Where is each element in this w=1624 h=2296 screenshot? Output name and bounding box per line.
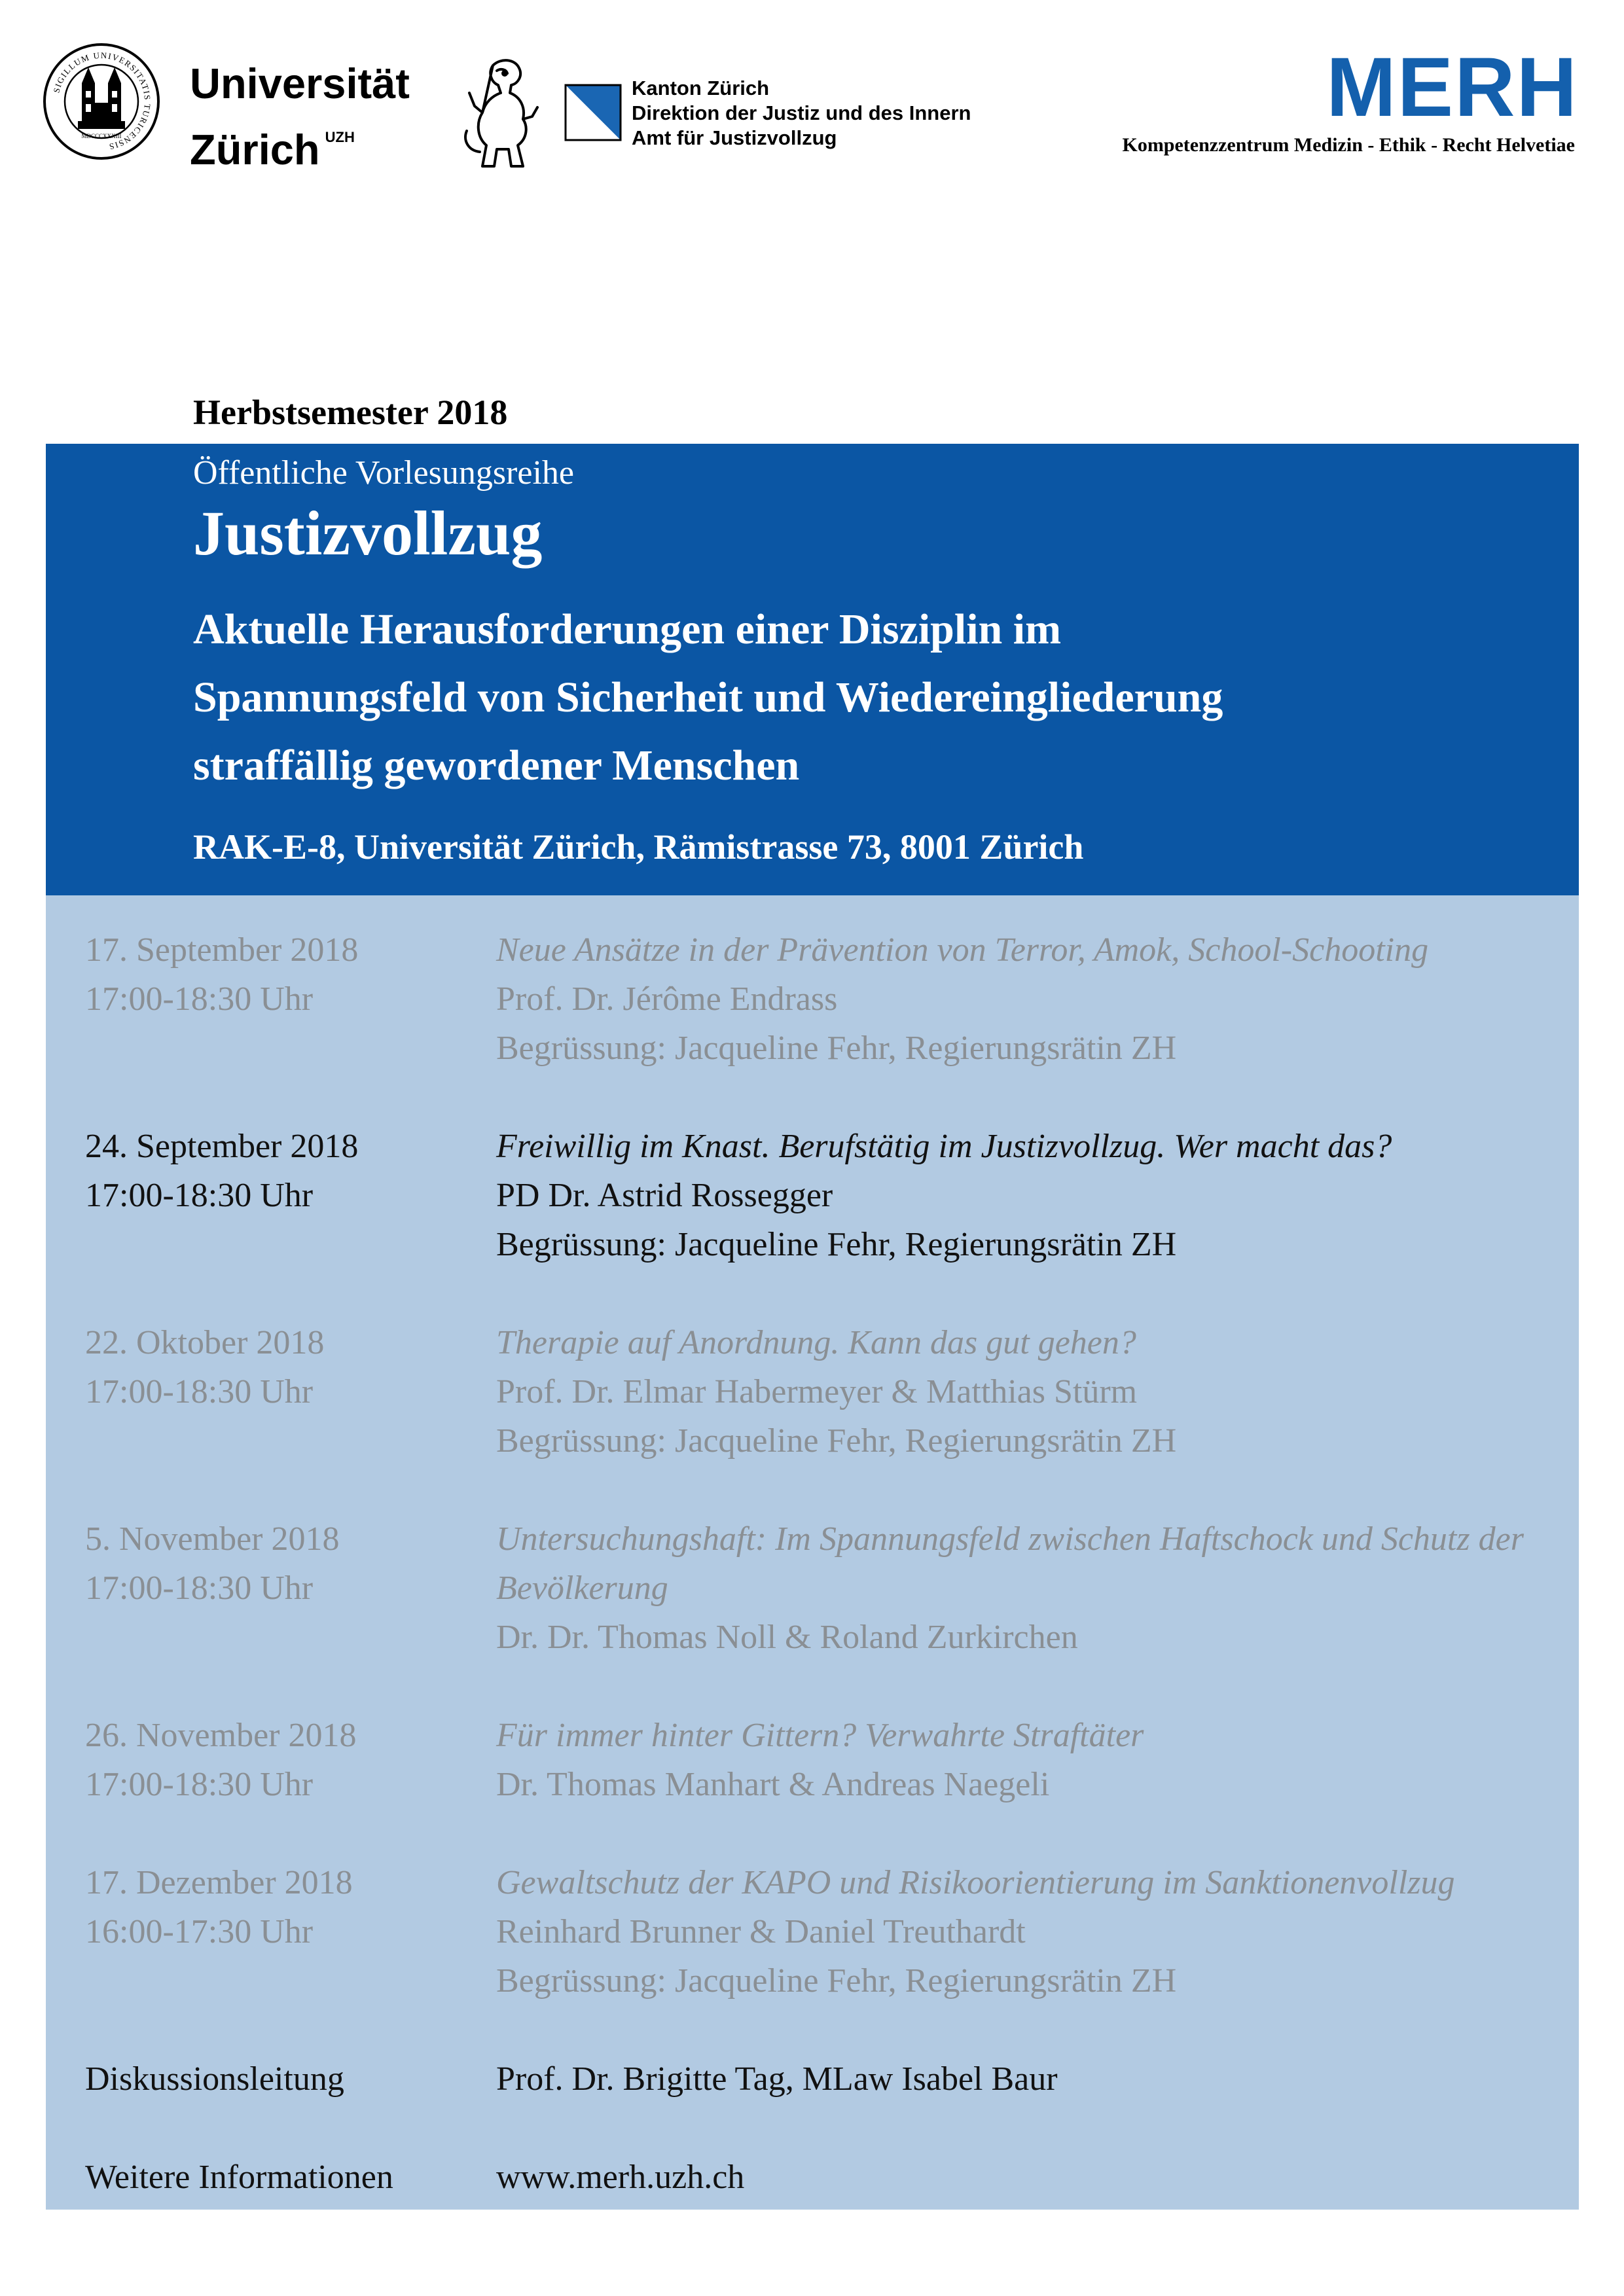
merh-logo: MERH bbox=[1326, 41, 1578, 134]
event-time: 17:00-18:30 Uhr bbox=[85, 1177, 314, 1214]
event-date: 17. Dezember 2018 bbox=[85, 1864, 353, 1901]
event-datetime bbox=[85, 1122, 358, 1220]
event-title: Freiwillig im Knast. Berufstätig im Justizvollzug. Wer macht das? bbox=[496, 1128, 1392, 1165]
event-speaker: Prof. Dr. Elmar Habermeyer & Matthias Stürm bbox=[496, 1373, 1138, 1410]
seal-text: SIGILLUM UNIVERSITATIS TURICENSIS bbox=[51, 50, 153, 152]
event-date: 24. September 2018 bbox=[85, 1128, 359, 1165]
event-welcome: Begrüssung: Jacqueline Fehr, Regierungsrätin ZH bbox=[496, 1422, 1177, 1460]
event-time: 16:00-17:30 Uhr bbox=[85, 1913, 314, 1950]
event-welcome: Begrüssung: Jacqueline Fehr, Regierungsrätin ZH bbox=[496, 1030, 1177, 1067]
event-date: 22. Oktober 2018 bbox=[85, 1324, 325, 1361]
event-date: 5. November 2018 bbox=[85, 1520, 340, 1558]
event-title: Gewaltschutz der KAPO und Risikoorientierung im Sanktionenvollzug bbox=[496, 1864, 1455, 1901]
kanton-line3: Amt für Justizvollzug bbox=[632, 126, 837, 149]
event-datetime bbox=[85, 1515, 339, 1613]
subtitle bbox=[193, 596, 1555, 800]
schedule-section bbox=[46, 895, 1579, 2210]
title-band bbox=[46, 444, 1579, 895]
event-info bbox=[496, 1122, 1557, 1269]
event-datetime bbox=[85, 1858, 353, 1956]
subtitle-line: Spannungsfeld von Sicherheit und Wiedereingliederung bbox=[193, 673, 1223, 721]
merh-subtitle: Kompetenzzentrum Medizin - Ethik - Recht Helvetiae bbox=[1122, 134, 1575, 156]
event-title: Für immer hinter Gittern? Verwahrte Straftäter bbox=[496, 1717, 1144, 1754]
series-label: Öffentliche Vorlesungsreihe bbox=[193, 454, 574, 492]
kanton-line2: Direktion der Justiz und des Innern bbox=[632, 101, 971, 124]
event-speaker: Dr. Thomas Manhart & Andreas Naegeli bbox=[496, 1766, 1050, 1803]
zurich-lion-icon bbox=[455, 54, 553, 178]
event-date: 26. November 2018 bbox=[85, 1717, 357, 1754]
uzh-seal-icon bbox=[43, 43, 160, 160]
event-speaker: Prof. Dr. Jérôme Endrass bbox=[496, 980, 838, 1018]
event-datetime bbox=[85, 1318, 324, 1416]
event-speaker: PD Dr. Astrid Rossegger bbox=[496, 1177, 833, 1214]
event-info bbox=[496, 1711, 1557, 1809]
event-date: 17. September 2018 bbox=[85, 931, 359, 969]
event-time: 17:00-18:30 Uhr bbox=[85, 1766, 314, 1803]
event-time: 17:00-18:30 Uhr bbox=[85, 1373, 314, 1410]
subtitle-line: straffällig gewordener Menschen bbox=[193, 742, 800, 789]
event-speaker: Reinhard Brunner & Daniel Treuthardt bbox=[496, 1913, 1026, 1950]
semester-label: Herbstsemester 2018 bbox=[193, 393, 508, 432]
event-info bbox=[496, 925, 1557, 1073]
kanton-line1: Kanton Zürich bbox=[632, 77, 770, 99]
event-time: 17:00-18:30 Uhr bbox=[85, 1570, 314, 1607]
event-info bbox=[496, 1858, 1557, 2005]
event-title: Neue Ansätze in der Prävention von Terror, Amok, School-Schooting bbox=[496, 931, 1429, 969]
discussion-value: Prof. Dr. Brigitte Tag, MLaw Isabel Baur bbox=[496, 2060, 1058, 2098]
kanton-zurich-text bbox=[632, 76, 971, 151]
zurich-flag-icon bbox=[564, 84, 622, 141]
event-datetime bbox=[85, 1711, 356, 1809]
page-title: Justizvollzug bbox=[193, 498, 543, 568]
uzh-name-line2: Zürich bbox=[190, 126, 320, 173]
seal-year: MDCCCXXXIII bbox=[81, 133, 122, 139]
info-label: Weitere Informationen bbox=[85, 2159, 393, 2196]
uzh-wordmark bbox=[190, 57, 410, 177]
event-speaker: Dr. Dr. Thomas Noll & Roland Zurkirchen bbox=[496, 1619, 1078, 1656]
event-info bbox=[496, 1515, 1557, 1662]
uzh-abbr: UZH bbox=[325, 129, 355, 145]
uzh-name-line1: Universität bbox=[190, 60, 410, 107]
event-datetime bbox=[85, 925, 358, 1024]
info-link[interactable]: www.merh.uzh.ch bbox=[496, 2159, 745, 2196]
event-info bbox=[496, 1318, 1557, 1465]
event-welcome: Begrüssung: Jacqueline Fehr, Regierungsrätin ZH bbox=[496, 1226, 1177, 1263]
event-time: 17:00-18:30 Uhr bbox=[85, 980, 314, 1018]
discussion-label: Diskussionsleitung bbox=[85, 2060, 344, 2098]
subtitle-line: Aktuelle Herausforderungen einer Disziplin im bbox=[193, 605, 1062, 653]
event-title: Therapie auf Anordnung. Kann das gut gehen? bbox=[496, 1324, 1136, 1361]
event-title: Untersuchungshaft: Im Spannungsfeld zwischen Haftschock und Schutz der Bevölkerung bbox=[496, 1520, 1524, 1607]
event-welcome: Begrüssung: Jacqueline Fehr, Regierungsrätin ZH bbox=[496, 1962, 1177, 2000]
venue-address: RAK-E-8, Universität Zürich, Rämistrasse 73, 8001 Zürich bbox=[193, 827, 1084, 867]
